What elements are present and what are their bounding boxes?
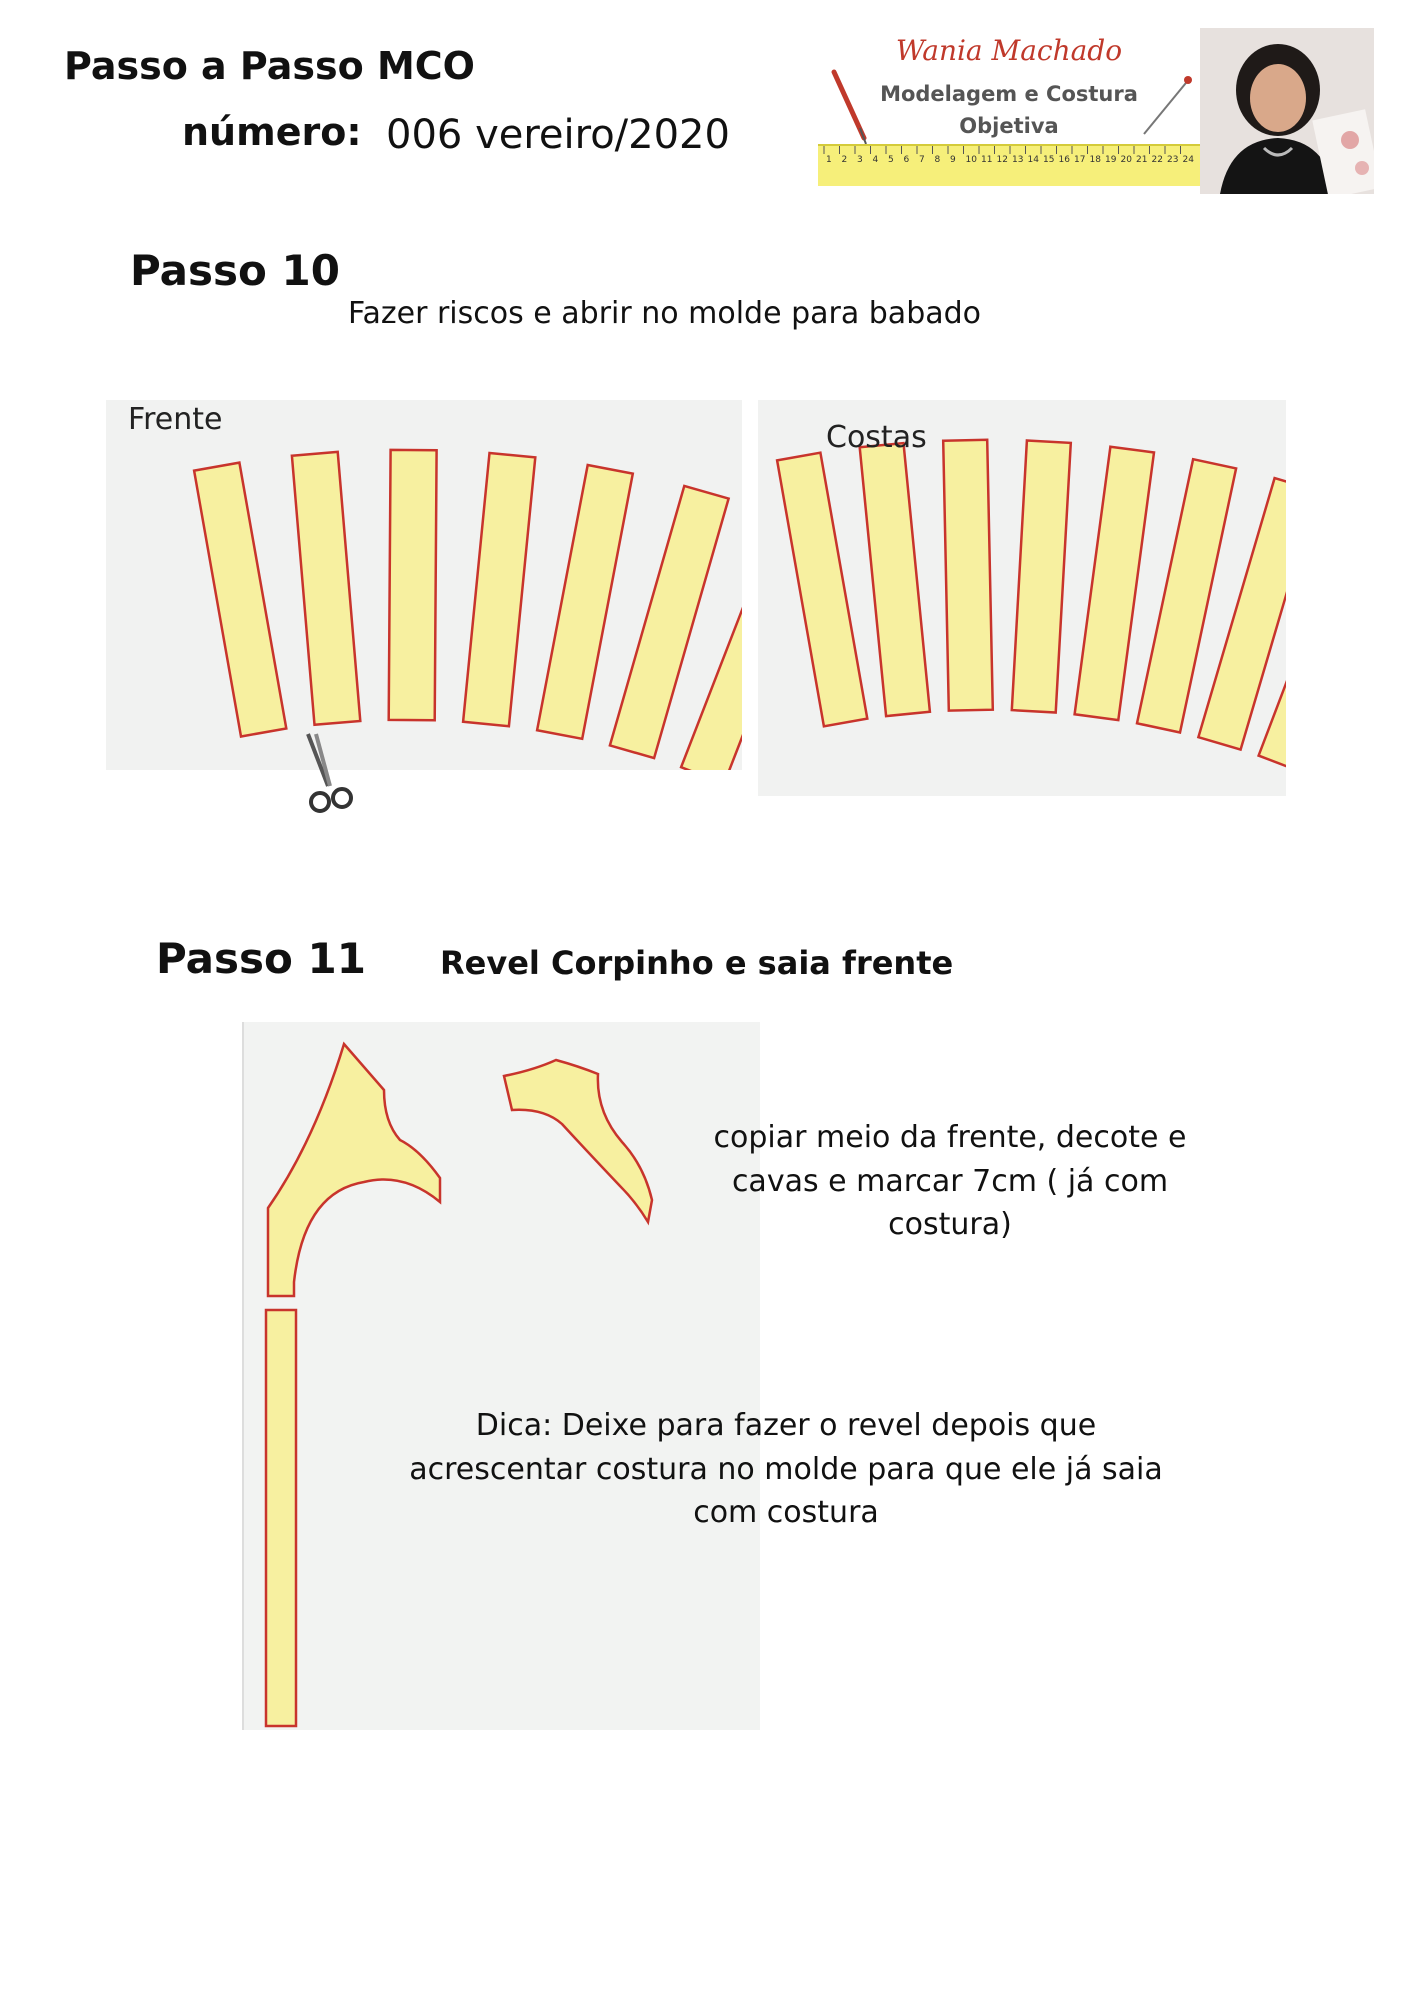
pattern-strip [463, 453, 535, 726]
ruler-number: 24 [1182, 155, 1194, 165]
pattern-strip [389, 450, 437, 720]
ruler-number: 2 [841, 155, 848, 165]
ruler-number: 3 [857, 155, 863, 165]
step10-description: Fazer riscos e abrir no molde para babado [348, 296, 982, 331]
ruler-number: 16 [1058, 155, 1070, 165]
ruler-number: 23 [1167, 155, 1179, 165]
step11-subtitle: Revel Corpinho e saia frente [440, 944, 954, 982]
ruler-number: 1 [826, 155, 832, 165]
ruler-number: 5 [888, 155, 894, 165]
ruler-number: 22 [1151, 155, 1163, 165]
ruler-number: 13 [1012, 155, 1024, 165]
pattern-strip [777, 453, 867, 727]
tape-measure [818, 144, 1200, 186]
ruler-number: 12 [996, 155, 1008, 165]
scissors-icon [300, 730, 360, 820]
logo-script-name: Wania Machado [895, 34, 1123, 67]
facing-pieces [244, 1022, 760, 1730]
brand-logo [818, 28, 1200, 188]
number-label: número: [182, 110, 362, 154]
pattern-strip [1012, 441, 1071, 713]
step11-tip: Dica: Deixe para fazer o revel depois que acrescentar costura no molde para que ele já saia com costura [409, 1408, 1163, 1530]
author-photo [1200, 28, 1374, 194]
back-pattern-photo [758, 400, 1286, 796]
pattern-strip [194, 463, 286, 737]
logo-line2: Objetiva [959, 114, 1059, 138]
front-pattern-photo [106, 400, 742, 770]
ruler-number: 15 [1043, 155, 1055, 165]
ruler-number: 6 [903, 155, 910, 165]
back-label: Costas [826, 420, 927, 455]
front-label: Frente [128, 402, 223, 437]
ruler-number: 11 [981, 155, 993, 165]
back-fan-pieces [758, 400, 1286, 796]
pattern-strip [1075, 447, 1154, 720]
ruler-number: 10 [965, 155, 977, 165]
ruler-number: 19 [1105, 155, 1117, 165]
step11-title: Passo 11 [156, 934, 366, 983]
ruler-number: 7 [919, 155, 925, 165]
ruler-number: 17 [1074, 155, 1086, 165]
pattern-strip [943, 440, 993, 711]
pattern-strip [292, 452, 360, 725]
front-fan-pieces [106, 400, 742, 770]
ruler-number: 14 [1027, 155, 1039, 165]
facing-pattern-photo [242, 1022, 760, 1730]
ruler-number: 20 [1120, 155, 1132, 165]
ruler-number: 4 [872, 155, 879, 165]
portrait-image [1200, 28, 1374, 194]
pattern-strip [860, 443, 930, 716]
ruler-number: 18 [1089, 155, 1101, 165]
number-value: 006 vereiro/2020 [386, 112, 730, 158]
page-title: Passo a Passo MCO [64, 44, 475, 88]
step10-title: Passo 10 [130, 246, 340, 295]
step11-note-copy: copiar meio da frente, decote e cavas e marcar 7cm ( já com costura) [713, 1120, 1187, 1242]
ruler-number: 9 [950, 155, 956, 165]
ruler-number: 8 [934, 155, 941, 165]
ruler-number: 21 [1136, 155, 1148, 165]
ruler-ticks [818, 146, 1200, 186]
logo-line1: Modelagem e Costura [880, 82, 1138, 106]
pattern-strip [537, 465, 633, 739]
